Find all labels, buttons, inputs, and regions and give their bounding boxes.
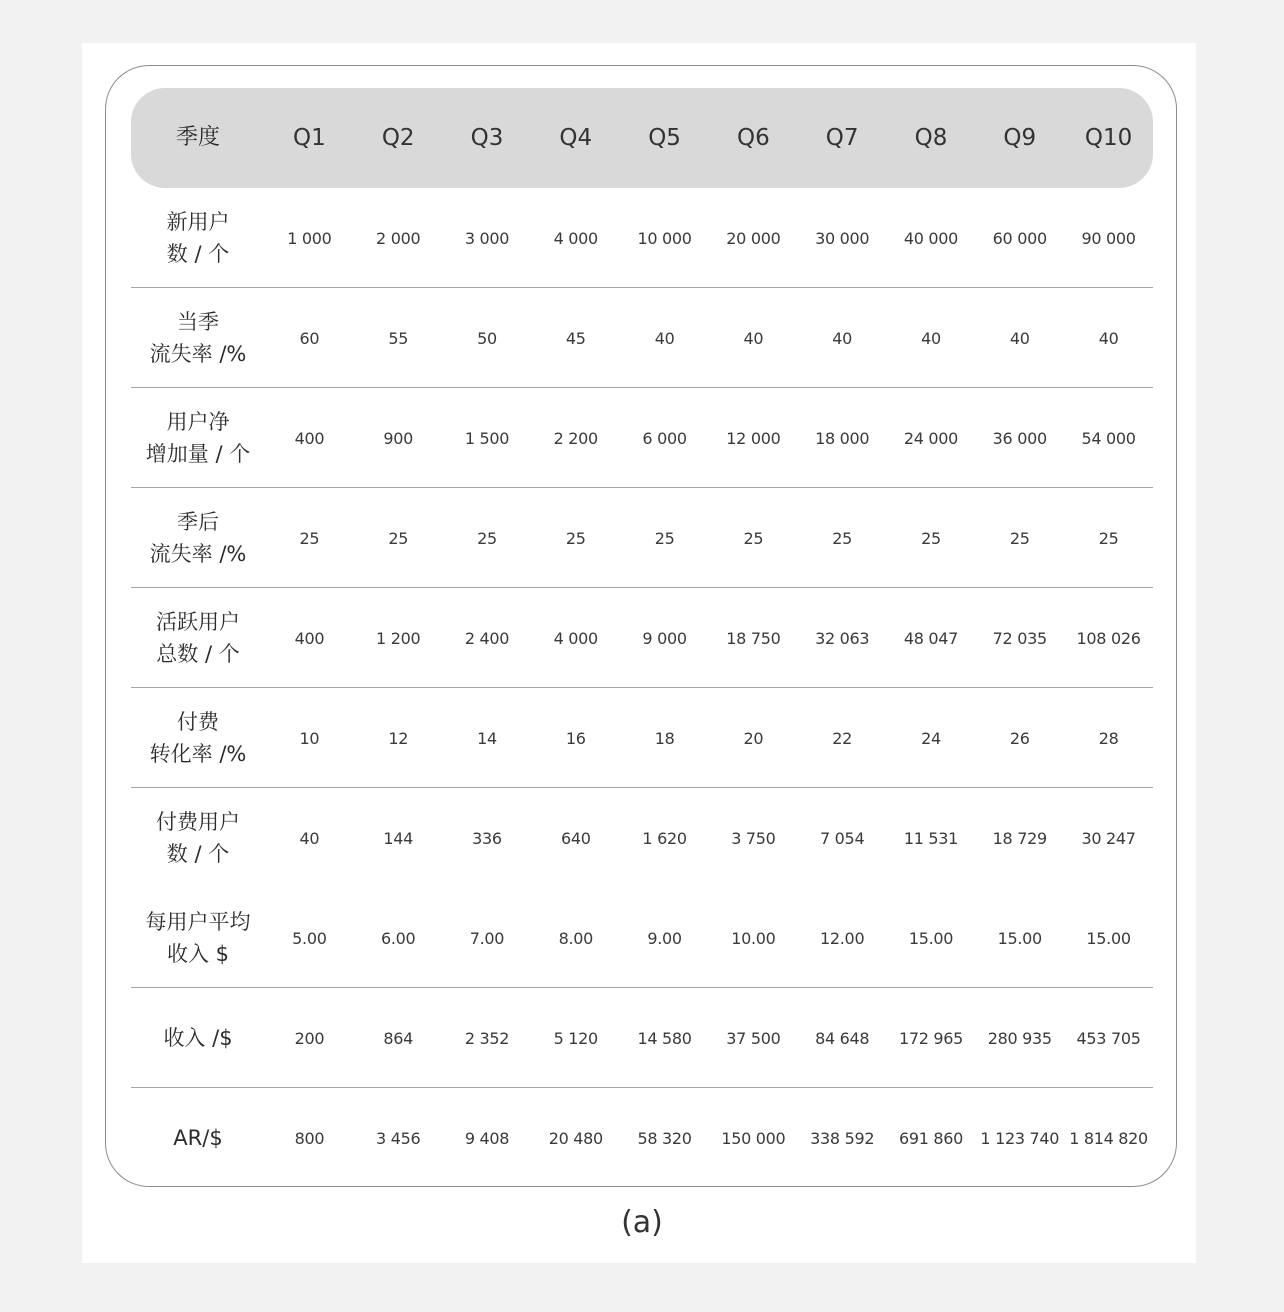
table-cell: 1 814 820 xyxy=(1069,1128,1148,1148)
row-label: AR/$ xyxy=(173,1126,223,1150)
table-body xyxy=(131,188,1153,1188)
table-row xyxy=(131,988,1153,1088)
table-cell: 10 000 xyxy=(637,228,692,248)
table-cell: 25 xyxy=(477,528,497,548)
table-row xyxy=(131,1088,1153,1188)
table-cell: 172 965 xyxy=(898,1028,964,1048)
table-cell: 60 000 xyxy=(992,228,1047,248)
table-row xyxy=(131,488,1153,588)
table-cell: 20 000 xyxy=(726,228,781,248)
table-cell: 25 xyxy=(388,528,409,548)
table-cell: 20 xyxy=(743,728,764,748)
table-cell: 32 063 xyxy=(815,628,870,648)
table-cell: 15.00 xyxy=(997,928,1042,948)
table-cell: 1 123 740 xyxy=(980,1128,1060,1148)
header-cell: Q9 xyxy=(1003,125,1037,151)
table-cell: 50 xyxy=(477,328,497,348)
table-cell: 30 000 xyxy=(815,228,870,248)
header-cell: Q4 xyxy=(559,125,593,151)
table-cell: 800 xyxy=(294,1128,325,1148)
table-cell: 3 456 xyxy=(376,1128,421,1148)
data-table xyxy=(131,88,1153,1188)
table-cell: 6 000 xyxy=(642,428,687,448)
table-row xyxy=(131,188,1153,288)
table-cell: 18 729 xyxy=(992,828,1047,848)
table-cell: 400 xyxy=(294,628,325,648)
table-cell: 9 408 xyxy=(464,1128,510,1148)
table-cell: 108 026 xyxy=(1076,628,1141,648)
table-cell: 58 320 xyxy=(637,1128,692,1148)
table-cell: 900 xyxy=(383,428,414,448)
table-cell: 25 xyxy=(654,528,675,548)
row-label: 收入 /$ xyxy=(163,1026,233,1050)
table-cell: 20 480 xyxy=(548,1128,603,1148)
table-cell: 28 xyxy=(1098,728,1119,748)
table-cell: 45 xyxy=(565,328,586,348)
table-cell: 1 500 xyxy=(464,428,510,448)
table-cell: 12 xyxy=(388,728,409,748)
table-cell: 40 xyxy=(1009,328,1030,348)
table-cell: 200 xyxy=(294,1028,325,1048)
table-cell: 2 200 xyxy=(553,428,598,448)
header-cell: Q8 xyxy=(914,125,948,151)
table-cell: 5.00 xyxy=(292,928,327,948)
table-cell: 400 xyxy=(294,428,325,448)
table-cell: 4 000 xyxy=(553,228,598,248)
table-cell: 2 000 xyxy=(376,228,421,248)
table-cell: 10 xyxy=(299,728,320,748)
row-label: 付费用户 数 / 个 xyxy=(156,810,240,866)
table-cell: 14 580 xyxy=(637,1028,692,1048)
table-cell: 25 xyxy=(1009,528,1030,548)
table-cell: 40 xyxy=(1098,328,1119,348)
table-cell: 6.00 xyxy=(380,928,416,948)
header-cell: Q5 xyxy=(648,125,681,151)
table-cell: 11 531 xyxy=(903,828,959,848)
row-label: 季后 流失率 /% xyxy=(149,510,247,566)
table-cell: 1 620 xyxy=(642,828,687,848)
row-label: 付费 转化率 /% xyxy=(149,710,247,766)
table-cell: 26 xyxy=(1009,728,1030,748)
table-cell: 40 000 xyxy=(903,228,959,248)
table-cell: 18 750 xyxy=(726,628,781,648)
table-cell: 30 247 xyxy=(1081,828,1136,848)
table-cell: 4 000 xyxy=(553,628,598,648)
table-cell: 15.00 xyxy=(1086,928,1131,948)
header-cell: Q1 xyxy=(293,125,326,151)
table-cell: 40 xyxy=(299,828,320,848)
table-cell: 150 000 xyxy=(721,1128,786,1148)
table-cell: 18 000 xyxy=(815,428,870,448)
table-cell: 7 054 xyxy=(820,828,865,848)
table-cell: 72 035 xyxy=(992,628,1047,648)
table-cell: 25 xyxy=(299,528,320,548)
table-cell: 3 000 xyxy=(464,228,510,248)
header-cell: Q10 xyxy=(1084,125,1133,151)
table-row xyxy=(131,288,1153,388)
table-cell: 48 047 xyxy=(903,628,959,648)
table-cell: 25 xyxy=(565,528,586,548)
table-cell: 54 000 xyxy=(1081,428,1136,448)
table-cell: 2 400 xyxy=(464,628,510,648)
row-label: 每用户平均 收入 $ xyxy=(145,910,251,966)
table-cell: 14 xyxy=(477,728,497,748)
table-row xyxy=(131,888,1153,988)
table-cell: 40 xyxy=(743,328,764,348)
table-cell: 144 xyxy=(383,828,414,848)
header-cell: Q6 xyxy=(737,125,770,151)
table-cell: 24 000 xyxy=(903,428,959,448)
header-cell: Q3 xyxy=(470,125,504,151)
table-cell: 60 xyxy=(299,328,320,348)
table-cell: 691 860 xyxy=(898,1128,964,1148)
row-label: 当季 流失率 /% xyxy=(149,310,247,366)
table-cell: 12 000 xyxy=(726,428,781,448)
table-cell: 9.00 xyxy=(647,928,682,948)
table-cell: 40 xyxy=(654,328,675,348)
table-cell: 7.00 xyxy=(469,928,505,948)
header-cell: Q7 xyxy=(825,125,859,151)
table-cell: 55 xyxy=(388,328,409,348)
table-cell: 5 120 xyxy=(553,1028,598,1048)
table-cell: 10.00 xyxy=(731,928,776,948)
table-cell: 1 200 xyxy=(376,628,421,648)
table-cell: 36 000 xyxy=(992,428,1047,448)
table-cell: 18 xyxy=(654,728,675,748)
table-cell: 24 xyxy=(921,728,941,748)
table-cell: 25 xyxy=(921,528,941,548)
table-cell: 25 xyxy=(1098,528,1119,548)
table-cell: 453 705 xyxy=(1076,1028,1141,1048)
table-cell: 37 500 xyxy=(726,1028,781,1048)
table-cell: 25 xyxy=(832,528,853,548)
table-cell: 84 648 xyxy=(815,1028,870,1048)
table-cell: 25 xyxy=(743,528,764,548)
table-cell: 2 352 xyxy=(464,1028,510,1048)
row-label: 新用户 数 / 个 xyxy=(166,210,230,266)
table-cell: 22 xyxy=(832,728,853,748)
table-row xyxy=(131,788,1153,888)
table-cell: 40 xyxy=(921,328,941,348)
figure-caption: (a) xyxy=(621,1205,663,1240)
table-cell: 15.00 xyxy=(908,928,954,948)
table-row xyxy=(131,588,1153,688)
table-cell: 640 xyxy=(560,828,591,848)
header-label: 季度 xyxy=(175,125,220,150)
table-cell: 9 000 xyxy=(642,628,687,648)
table-cell: 280 935 xyxy=(987,1028,1052,1048)
table-header-row xyxy=(131,88,1153,188)
table-cell: 1 000 xyxy=(287,228,332,248)
table-cell: 8.00 xyxy=(558,928,593,948)
table-cell: 90 000 xyxy=(1081,228,1136,248)
table-cell: 12.00 xyxy=(820,928,865,948)
table-cell: 16 xyxy=(565,728,586,748)
row-label: 活跃用户 总数 / 个 xyxy=(156,610,240,666)
header-cell: Q2 xyxy=(381,125,415,151)
table-cell: 3 750 xyxy=(731,828,776,848)
table-row xyxy=(131,688,1153,788)
table-cell: 336 xyxy=(472,828,502,848)
table-cell: 864 xyxy=(383,1028,414,1048)
row-label: 用户净 增加量 / 个 xyxy=(145,410,251,466)
table-row xyxy=(131,388,1153,488)
table-cell: 338 592 xyxy=(810,1128,875,1148)
table-cell: 40 xyxy=(832,328,853,348)
